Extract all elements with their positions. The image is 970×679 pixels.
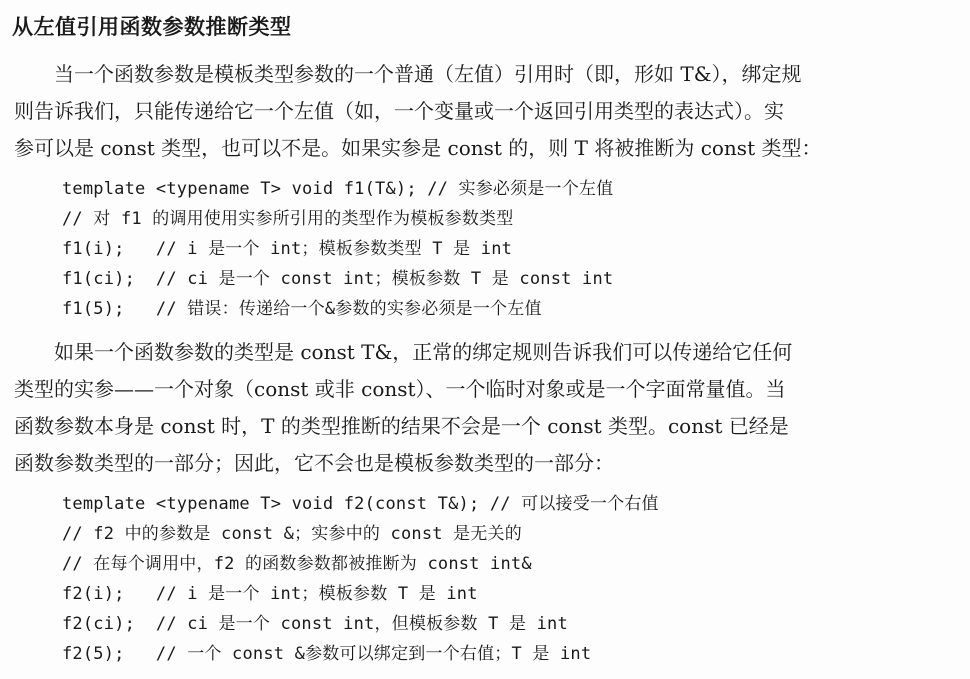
code-line: f2(5); // 一个 const &参数可以绑定到一个右值；T 是 int	[62, 644, 592, 664]
paragraph-lvalue-reference	[14, 56, 954, 167]
code-line: f1(i); // i 是一个 int；模板参数类型 T 是 int	[62, 239, 513, 259]
code-line: // f2 中的参数是 const &；实参中的 const 是无关的	[62, 524, 522, 544]
section-title: 从左值引用函数参数推断类型	[12, 15, 292, 39]
code-line: template <typename T> void f2(const T&); // 可以接受一个右值	[62, 494, 659, 514]
code-line: f2(i); // i 是一个 int；模板参数 T 是 int	[62, 584, 478, 604]
code-line: f2(ci); // ci 是一个 const int，但模板参数 T 是 int	[62, 614, 568, 634]
code-line: f1(ci); // ci 是一个 const int；模板参数 T 是 const int	[62, 269, 614, 289]
paragraph-line: 如果一个函数参数的类型是 const T&，正常的绑定规则告诉我们可以传递给它任何	[14, 340, 793, 364]
paragraph-const-reference	[14, 334, 954, 482]
paragraph-line: 函数参数类型的一部分；因此，它不会也是模板参数类型的一部分：	[14, 451, 614, 475]
paragraph-line: 类型的实参——一个对象（const 或非 const）、一个临时对象或是一个字面常量值。当	[14, 377, 786, 401]
paragraph-line: 函数参数本身是 const 时，T 的类型推断的结果不会是一个 const 类型。const 已经是	[14, 414, 789, 438]
code-line: template <typename T> void f1(T&); // 实参必须是一个左值	[62, 179, 614, 199]
code-line: // 对 f1 的调用使用实参所引用的类型作为模板参数类型	[62, 209, 514, 229]
code-block-f1	[62, 174, 962, 324]
code-line: // 在每个调用中，f2 的函数参数都被推断为 const int&	[62, 554, 532, 574]
paragraph-line: 参可以是 const 类型，也可以不是。如果实参是 const 的，则 T 将被推断为 const 类型：	[14, 136, 822, 160]
code-line: f1(5); // 错误：传递给一个&参数的实参必须是一个左值	[62, 299, 542, 319]
code-block-f2	[62, 489, 962, 669]
paragraph-line: 当一个函数参数是模板类型参数的一个普通（左值）引用时（即，形如 T&），绑定规	[14, 62, 802, 86]
paragraph-line: 则告诉我们，只能传递给它一个左值（如，一个变量或一个返回引用类型的表达式）。实	[14, 99, 784, 123]
